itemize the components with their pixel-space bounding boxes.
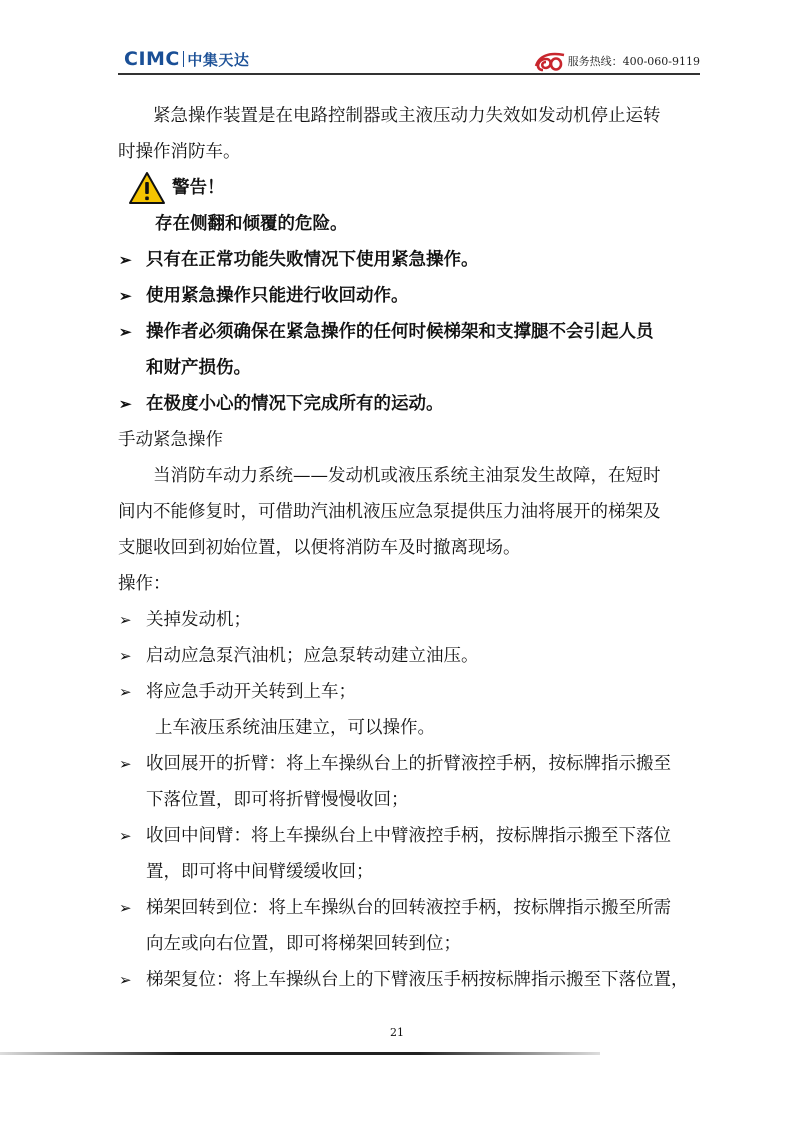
- list-item-text: 收回展开的折臂：将上车操纵台上的折臂液控手柄，按标牌指示搬至: [146, 754, 671, 774]
- page-number: 21: [390, 1026, 404, 1039]
- list-item: [118, 674, 702, 710]
- list-item-continuation: 下落位置，即可将折臂慢慢收回；: [146, 790, 409, 810]
- list-item: [118, 962, 702, 998]
- list-item-text: 收回中间臂：将上车操纵台上中臂液控手柄，按标牌指示搬至下落位: [146, 826, 671, 846]
- list-item: [118, 386, 702, 422]
- section-heading: 手动紧急操作: [118, 430, 223, 450]
- bullet-arrow-icon: ➢: [119, 323, 132, 341]
- bullet-arrow-icon: ➢: [119, 971, 132, 989]
- service-hotline: [533, 50, 700, 72]
- list-item-text: 关掉发动机；: [146, 610, 251, 630]
- paragraph-line: 时操作消防车。: [118, 142, 241, 162]
- bullet-arrow-icon: ➢: [119, 755, 132, 773]
- list-item-text: 梯架复位：将上车操纵台上的下臂液压手柄按标牌指示搬至下落位置，: [146, 970, 689, 990]
- cimc-logo: [124, 48, 249, 70]
- list-item: [118, 314, 702, 350]
- bullet-arrow-icon: ➢: [119, 251, 132, 269]
- list-item-note: 上车液压系统油压建立，可以操作。: [155, 718, 435, 738]
- list-item-text: 将应急手动开关转到上车；: [146, 682, 356, 702]
- paragraph-line: 间内不能修复时，可借助汽油机液压应急泵提供压力油将展开的梯架及: [118, 502, 661, 522]
- warning-header: [118, 170, 702, 206]
- list-item-continuation: 向左或向右位置，即可将梯架回转到位；: [146, 934, 461, 954]
- paragraph-line: 紧急操作装置是在电路控制器或主液压动力失效如发动机停止运转: [153, 106, 661, 126]
- warning-text: 存在侧翻和倾覆的危险。: [155, 214, 348, 234]
- list-item-text: 操作者必须确保在紧急操作的任何时候梯架和支撑腿不会引起人员: [146, 322, 654, 342]
- warning-triangle-icon: [128, 170, 166, 206]
- list-item-continuation: 和财产损伤。: [146, 358, 251, 378]
- hotline-text: 服务热线：400-060-9119: [567, 55, 700, 68]
- list-item: [118, 242, 702, 278]
- logo-cn-text: 中集天达: [187, 50, 250, 69]
- operation-label: 操作：: [118, 574, 171, 594]
- list-item: [118, 278, 702, 314]
- list-item: [118, 818, 702, 854]
- list-item: [118, 638, 702, 674]
- bullet-arrow-icon: ➢: [119, 611, 132, 629]
- list-item-text: 只有在正常功能失败情况下使用紧急操作。: [146, 250, 479, 270]
- hotline-logo-icon: [533, 50, 567, 72]
- bullet-arrow-icon: ➢: [119, 647, 132, 665]
- list-item: [118, 602, 702, 638]
- page-header: [118, 44, 700, 76]
- footer-divider: [0, 1052, 600, 1055]
- bullet-arrow-icon: ➢: [119, 899, 132, 917]
- logo-en-text: CIMC: [124, 48, 180, 70]
- bullet-arrow-icon: ➢: [119, 827, 132, 845]
- list-item-text: 启动应急泵汽油机；应急泵转动建立油压。: [146, 646, 479, 666]
- list-item: [118, 746, 702, 782]
- list-item-text: 梯架回转到位：将上车操纵台的回转液控手柄，按标牌指示搬至所需: [146, 898, 671, 918]
- paragraph-line: 支腿收回到初始位置，以便将消防车及时撤离现场。: [118, 538, 521, 558]
- warning-title: 警告！: [172, 178, 225, 198]
- paragraph-line: 当消防车动力系统——发动机或液压系统主油泵发生故障，在短时: [153, 466, 661, 486]
- bullet-arrow-icon: ➢: [119, 395, 132, 413]
- bullet-arrow-icon: ➢: [119, 287, 132, 305]
- list-item-text: 在极度小心的情况下完成所有的运动。: [146, 394, 444, 414]
- list-item-text: 使用紧急操作只能进行收回动作。: [146, 286, 409, 306]
- list-item: [118, 890, 702, 926]
- page-content: [118, 98, 702, 998]
- logo-separator: [183, 51, 185, 67]
- list-item-continuation: 置，即可将中间臂缓缓收回；: [146, 862, 374, 882]
- bullet-arrow-icon: ➢: [119, 683, 132, 701]
- header-divider: [118, 73, 700, 75]
